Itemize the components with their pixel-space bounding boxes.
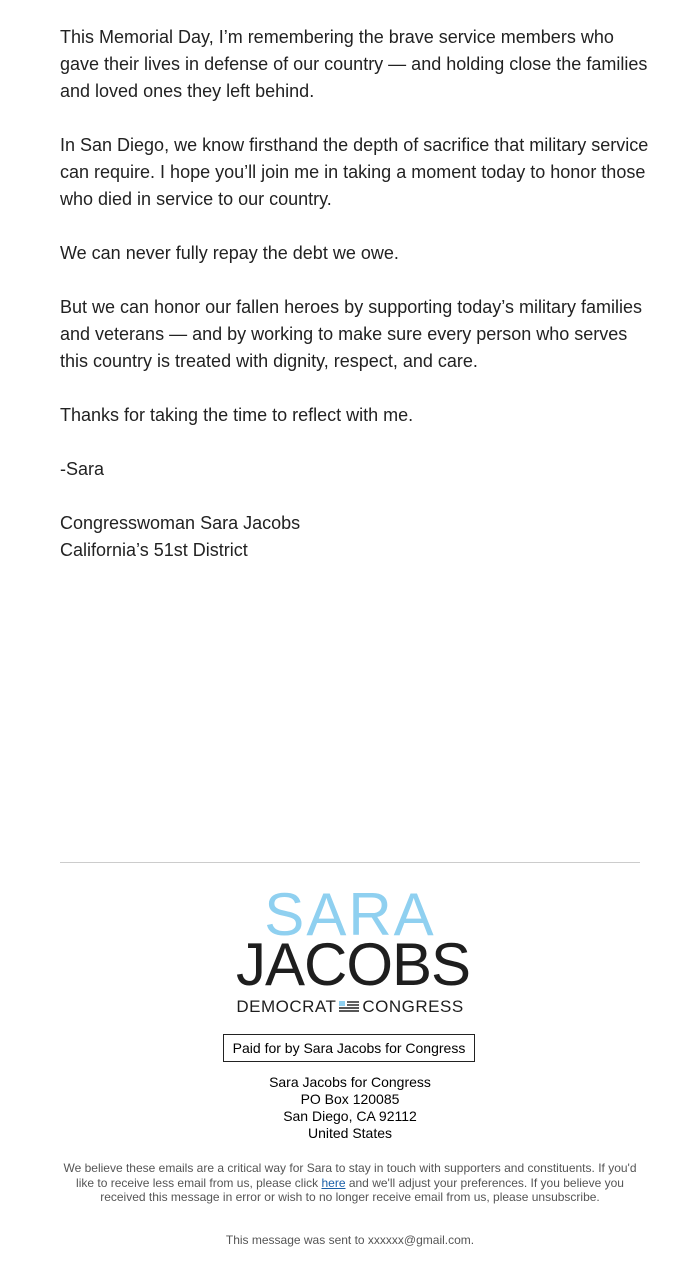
logo-tagline — [236, 996, 464, 1018]
paragraph-san-diego: In San Diego, we know firsthand the depth of sacrifice that military service can require. I hope you’ll join me in taking a moment today to honor those who died in service to our country. — [60, 135, 649, 209]
footer-divider — [60, 862, 640, 863]
paragraph-debt: We can never fully repay the debt we owe. — [60, 243, 399, 263]
logo-last-name: JACOBS — [236, 931, 471, 998]
notice-text-before: We believe these emails are a critical way for Sara to stay in touch with supporters and constituents. If you'd like to receive less email from us, please click — [63, 1161, 637, 1190]
address-line-po-box: PO Box 120085 — [300, 1091, 400, 1107]
sent-suffix: . — [470, 1233, 475, 1247]
address-line-city: San Diego, CA 92112 — [283, 1108, 417, 1124]
campaign-logo — [236, 881, 471, 1018]
address-line-country: United States — [307, 1125, 393, 1141]
preferences-link[interactable]: here — [321, 1175, 346, 1190]
logo-first-name: SARA — [264, 881, 436, 948]
sent-prefix: This message was sent to — [225, 1233, 368, 1247]
recipient-email: xxxxxx@gmail.com — [367, 1233, 471, 1247]
logo-tag-democrat: DEMOCRAT — [236, 997, 337, 1016]
email-preferences-notice — [60, 1161, 640, 1205]
address-line-org: Sara Jacobs for Congress — [269, 1074, 431, 1090]
notice-text-after: and we'll adjust your preferences. If you believe you received this message in error or wish to no longer receive email from us, please unsubscribe. — [100, 1175, 624, 1204]
mailing-address — [0, 1074, 700, 1142]
sign-off: -Sara — [60, 459, 105, 479]
flag-icon — [338, 1000, 360, 1014]
signature-district: California’s 51st District — [60, 540, 248, 560]
signature-name: Congresswoman Sara Jacobs — [60, 513, 301, 533]
paragraph-thanks: Thanks for taking the time to reflect with me. — [60, 405, 414, 425]
signature-block — [60, 510, 650, 564]
paragraph-memorial-day: This Memorial Day, I’m remembering the brave service members who gave their lives in defense of our country — and holding close the families and loved ones they left behind. — [60, 27, 648, 101]
email-body — [60, 24, 650, 564]
sent-to-notice — [0, 1233, 700, 1247]
paid-for-disclaimer: Paid for by Sara Jacobs for Congress — [223, 1034, 475, 1062]
paragraph-honor-heroes: But we can honor our fallen heroes by supporting today’s military families and veterans — and by working to make sure every person who serves this country is treated with dignity, respect, and care. — [60, 297, 642, 371]
logo-tag-congress: CONGRESS — [362, 997, 464, 1016]
